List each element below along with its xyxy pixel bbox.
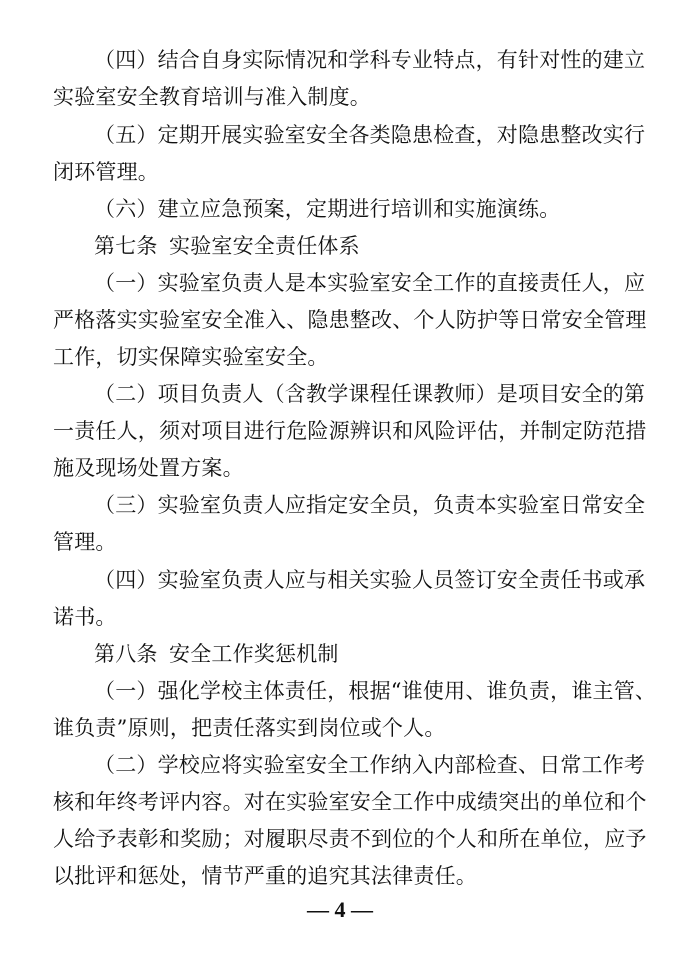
- paragraph-line: [0, 784, 680, 821]
- paragraph-line: [0, 117, 680, 154]
- paragraph-text: 工作，切实保障实验室安全。: [53, 345, 329, 369]
- paragraph-line: [0, 265, 680, 302]
- paragraph-line: [0, 154, 680, 191]
- paragraph-text: （三）实验室负责人应指定安全员，负责本实验室日常安全: [94, 493, 646, 517]
- paragraph-text: 诺书。: [53, 605, 117, 629]
- paragraph-line: [0, 599, 680, 636]
- paragraph-line: [0, 673, 680, 710]
- paragraph-text: （六）建立应急预案，定期进行培训和实施演练。: [94, 197, 561, 221]
- article-label: 第七条: [94, 234, 158, 258]
- paragraph-line: [0, 42, 680, 79]
- paragraph-text: （五）定期开展实验室安全各类隐患检查，对隐患整改实行: [94, 123, 646, 147]
- article-heading: [0, 636, 680, 673]
- page-number: — 4 —: [307, 897, 373, 922]
- paragraph-text: 一责任人，须对项目进行危险源辨识和风险评估，并制定防范措: [53, 419, 647, 443]
- paragraph-text: 管理。: [53, 530, 117, 554]
- paragraph-text: （一）强化学校主体责任，根据“谁使用、谁负责，谁主管、: [94, 679, 657, 703]
- paragraph-line: [0, 191, 680, 228]
- paragraph-line: [0, 302, 680, 339]
- paragraph-line: [0, 562, 680, 599]
- paragraph-line: [0, 524, 680, 561]
- paragraph-line: [0, 821, 680, 858]
- paragraph-text: （一）实验室负责人是本实验室安全工作的直接责任人，应: [94, 271, 646, 295]
- paragraph-line: [0, 79, 680, 116]
- paragraph-line: [0, 413, 680, 450]
- article-label: 第八条: [94, 642, 158, 666]
- paragraph-text: 人给予表彰和奖励；对履职尽责不到位的个人和所在单位，应予: [53, 827, 647, 851]
- paragraph-line: [0, 376, 680, 413]
- paragraph-text: （四）实验室负责人应与相关实验人员签订安全责任书或承: [94, 568, 646, 592]
- paragraph-line: [0, 339, 680, 376]
- paragraph-text: （四）结合自身实际情况和学科专业特点，有针对性的建立: [94, 48, 646, 72]
- paragraph-text: 闭环管理。: [53, 160, 159, 184]
- paragraph-text: （二）项目负责人（含教学课程任课教师）是项目安全的第: [94, 382, 646, 406]
- paragraph-line: [0, 450, 680, 487]
- paragraph-text: 谁负责”原则，把责任落实到岗位或个人。: [53, 716, 446, 740]
- article-heading: [0, 228, 680, 265]
- article-title: 实验室安全责任体系: [169, 234, 360, 258]
- paragraph-text: 核和年终考评内容。对在实验室安全工作中成绩突出的单位和个: [53, 790, 647, 814]
- paragraph-text: （二）学校应将实验室安全工作纳入内部检查、日常工作考: [94, 753, 646, 777]
- paragraph-text: 实验室安全教育培训与准入制度。: [53, 85, 371, 109]
- paragraph-line: [0, 487, 680, 524]
- article-title: 安全工作奖惩机制: [169, 642, 339, 666]
- paragraph-line: [0, 747, 680, 784]
- paragraph-text: 以批评和惩处，情节严重的追究其法律责任。: [53, 864, 477, 888]
- paragraph-text: 严格落实实验室安全准入、隐患整改、个人防护等日常安全管理: [53, 308, 647, 332]
- paragraph-text: 施及现场处置方案。: [53, 456, 244, 480]
- paragraph-line: [0, 858, 680, 895]
- paragraph-line: [0, 710, 680, 747]
